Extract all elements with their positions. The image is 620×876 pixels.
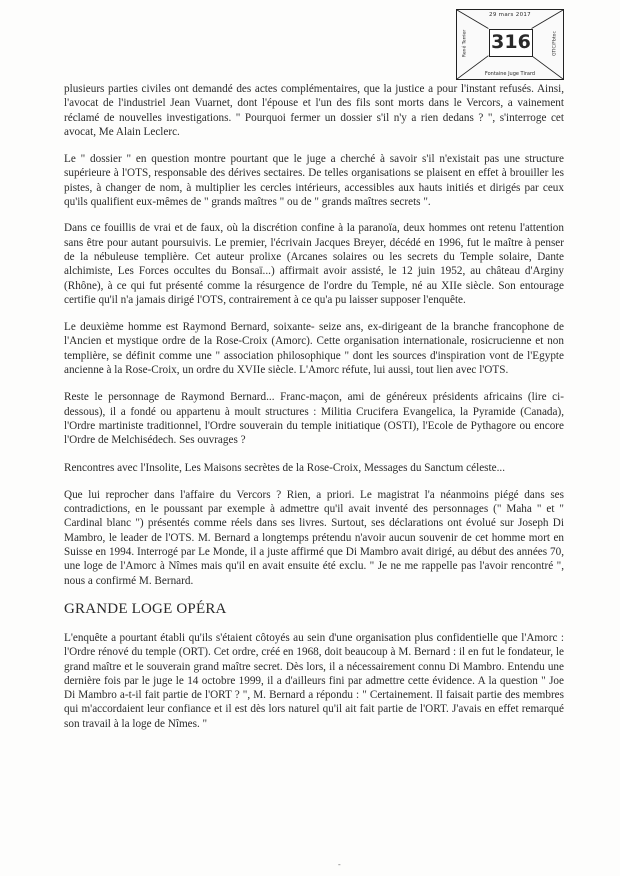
article-paragraph: Rencontres avec l'Insolite, Les Maisons secrètes de la Rose-Croix, Messages du Sanctum céleste... — [64, 461, 506, 474]
stamp-date: 29 mars 2017 — [489, 12, 531, 18]
article-paragraph: L'enquête a pourtant établi qu'ils s'étaient côtoyés au sein d'une organisation plus confidentielle que l'Amorc : l'Ordre rénové du temple (ORT). Cet ordre, créé en 1968, doit beaucoup à M. Bernard : il en fut le fondateur, le grand maître et le souverain grand maître secret. Dès lors, il a nécessairement connu Di Mambro. Entendu une dernière fois par le juge le 14 octobre 1999, il a d'ailleurs fini par admettre cette évidence. A la question " Joe Di Mambro a-t-il fait partie de l'ORT ? ", M. Bernard a répondu : " Certainement. Il faisait partie des membres qui m'accordaient leur confiance et il est dès lors naturel qu'il ait fait partie de l'ORT. J'avais en effet remarqué son travail à la loge de Nîmes. " — [64, 631, 564, 730]
article-paragraph: Que lui reprocher dans l'affaire du Vercors ? Rien, a priori. Le magistrat l'a néanmoins piégé dans ses contradictions, en le poussant par exemple à admettre qu'il avait inventé des personnages (" Maha " et " Cardinal blanc ") présentés comme réels dans ses livres. Surtout, ses déclarations ont évolué sur Joseph Di Mambro, le leader de l'OTS. M. Bernard a longtemps prétendu n'avoir aucun souvenir de cet homme mort en Suisse en 1994. Interrogé par Le Monde, il a juste affirmé que Di Mambro avait dirigé, au début des années 70, une loge de l'Amorc à Nîmes mais qu'il en avait ensuite été exclu. " Je ne me rappelle pas l'avoir rencontré ", nous a confirmé M. Bernard. — [64, 488, 564, 587]
page-mark: - — [338, 860, 341, 869]
section-heading: GRANDE LOGE OPÉRA — [64, 600, 227, 617]
article-paragraph: Dans ce fouillis de vrai et de faux, où la discrétion confine à la paranoïa, deux hommes ont retenu l'attention sans être pour autant poursuivis. Le premier, l'écrivain Jacques Breyer, décédé en 1996, fut le maître à penser de la nébuleuse templière. Cet auteur prolixe (Arcanes solaires ou les secrets du Temple solaire, Dante alchimiste, Les Forces occultes du Bonsaï...) affirmait avoir assisté, le 12 juin 1952, au château d'Arginy (Rhône), à ce qui fut présenté comme la résurgence de l'ordre du Temple, né au XIIe siècle. Son entourage certifie qu'il n'a jamais dirigé l'OTS, contrairement à ce qu'a pu laisser supposer l'enquête. — [64, 222, 564, 306]
stamp-right-text: GTIC/Fbtoc — [552, 31, 558, 57]
stamp-left-text: René Terrier — [462, 29, 468, 58]
article-paragraph: Le " dossier " en question montre pourtant que le juge a cherché à savoir s'il n'existait pas une structure supérieure à l'OTS, responsable des dérives sectaires. De telles organisations se plaisent en effet à brouiller les pistes, à changer de nom, à multiplier les cercles intérieurs, accessibles aux hauts initiés et dirigés par ceux qu'ils qualifient eux-mêmes de " grands maîtres " ou de " grands maîtres secrets ". — [64, 153, 564, 209]
stamp-bottom-text: Fontaine Juge Tirard — [484, 71, 536, 77]
archive-stamp — [456, 9, 564, 80]
article-paragraph: plusieurs parties civiles ont demandé des actes complémentaires, que la justice a pour l'instant refusés. Ainsi, l'avocat de l'industriel Jean Vuarnet, dont l'épouse et l'un des fils sont morts dans le Vercors, a vainement réclamé de nouvelles investigations. " Pourquoi fermer un dossier s'il n'y a rien dedans ? ", s'interroge cet avocat, Me Alain Leclerc. — [64, 83, 564, 138]
stamp-number: 316 — [489, 29, 533, 57]
article-body — [64, 82, 564, 744]
article-paragraph: Reste le personnage de Raymond Bernard... Franc-maçon, ami de généreux présidents africains (lire ci-dessous), il a fondé ou appartenu à moult structures : Militia Crucifera Evangelica, la Pyramide (Canada), l'Ordre martiniste traditionnel, l'Ordre souverain du temple initiatique (OSTI), l'Ecole de Pythagore ou encore l'Ordre de Melchisédech. Ses ouvrages ? — [64, 391, 564, 447]
article-paragraph: Le deuxième homme est Raymond Bernard, soixante- seize ans, ex-dirigeant de la branche francophone de l'Ancien et mystique ordre de la Rose-Croix (Amorc). Cette organisation internationale, rosicrucienne et non templière, se définit comme une " association philosophique " dont les sources d'inspiration vont de l'Egypte ancienne à la Rose-Croix, un ordre du XVIIe siècle. L'Amorc réfute, lui aussi, tout lien avec l'OTS. — [64, 321, 564, 377]
